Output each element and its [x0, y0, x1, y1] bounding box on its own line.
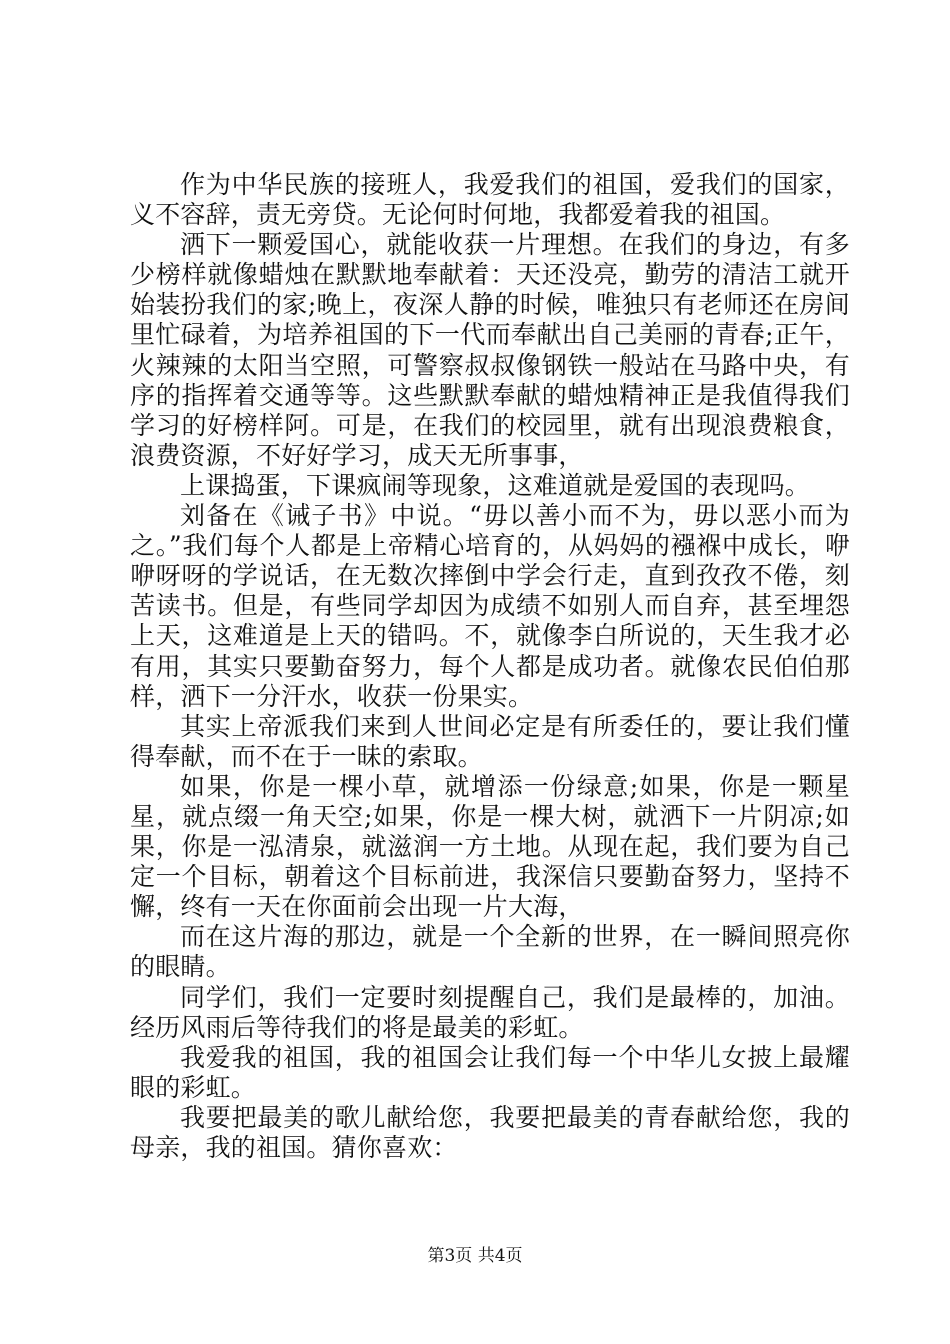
- paragraph-7: 而在这片海的那边，就是一个全新的世界，在一瞬间照亮你的眼睛。: [130, 922, 850, 982]
- paragraph-2: 洒下一颗爱国心，就能收获一片理想。在我们的身边，有多少榜样就像蜡烛在默默地奉献着：天还没亮，勤劳的清洁工就开始装扮我们的家;晚上，夜深人静的时候，唯独只有老师还在房间里忙碌着，为培养祖国的下一代而奉献出自己美丽的青春;正午，火辣辣的太阳当空照，可警察叔叔像钢铁一般站在马路中央，有序的指挥着交通等等。这些默默奉献的蜡烛精神正是我值得我们学习的好榜样阿。可是，在我们的校园里，就有出现浪费粮食，浪费资源，不好好学习，成天无所事事，: [130, 230, 850, 470]
- paragraph-9: 我爱我的祖国，我的祖国会让我们每一个中华儿女披上最耀眼的彩虹。: [130, 1042, 850, 1102]
- paragraph-8: 同学们，我们一定要时刻提醒自己，我们是最棒的，加油。经历风雨后等待我们的将是最美的彩虹。: [130, 982, 850, 1042]
- paragraph-3: 上课捣蛋，下课疯闹等现象，这难道就是爱国的表现吗。: [180, 470, 811, 500]
- paragraph-4: 刘备在《诫子书》中说。“毋以善小而不为，毋以恶小而为之。”我们每个人都是上帝精心培育的，从妈妈的襁褓中成长，咿咿呀呀的学说话，在无数次摔倒中学会行走，直到孜孜不倦，刻苦读书。但是，有些同学却因为成绩不如别人而自弃，甚至埋怨上天，这难道是上天的错吗。不，就像李白所说的，天生我才必有用，其实只要勤奋努力，每个人都是成功者。就像农民伯伯那样，洒下一分汗水，收获一份果实。: [130, 501, 850, 711]
- paragraph-10: 我要把最美的歌儿献给您，我要把最美的青春献给您，我的母亲，我的祖国。猜你喜欢：: [130, 1102, 850, 1162]
- page-number-footer: 第3页 共4页: [427, 1246, 523, 1266]
- paragraph-6: 如果，你是一棵小草，就增添一份绿意;如果，你是一颗星星，就点缀一角天空;如果，你是一棵大树，就洒下一片阴凉;如果，你是一泓清泉，就滋润一方土地。从现在起，我们要为自己定一个目标，朝着这个目标前进，我深信只要勤奋努力，坚持不懈，终有一天在你面前会出现一片大海，: [130, 771, 850, 922]
- document-body: [130, 170, 850, 1163]
- paragraph-1: 作为中华民族的接班人，我爱我们的祖国，爱我们的国家，义不容辞，责无旁贷。无论何时何地，我都爱着我的祖国。: [130, 170, 850, 230]
- paragraph-5: 其实上帝派我们来到人世间必定是有所委任的，要让我们懂得奉献，而不在于一昧的索取。: [130, 711, 850, 771]
